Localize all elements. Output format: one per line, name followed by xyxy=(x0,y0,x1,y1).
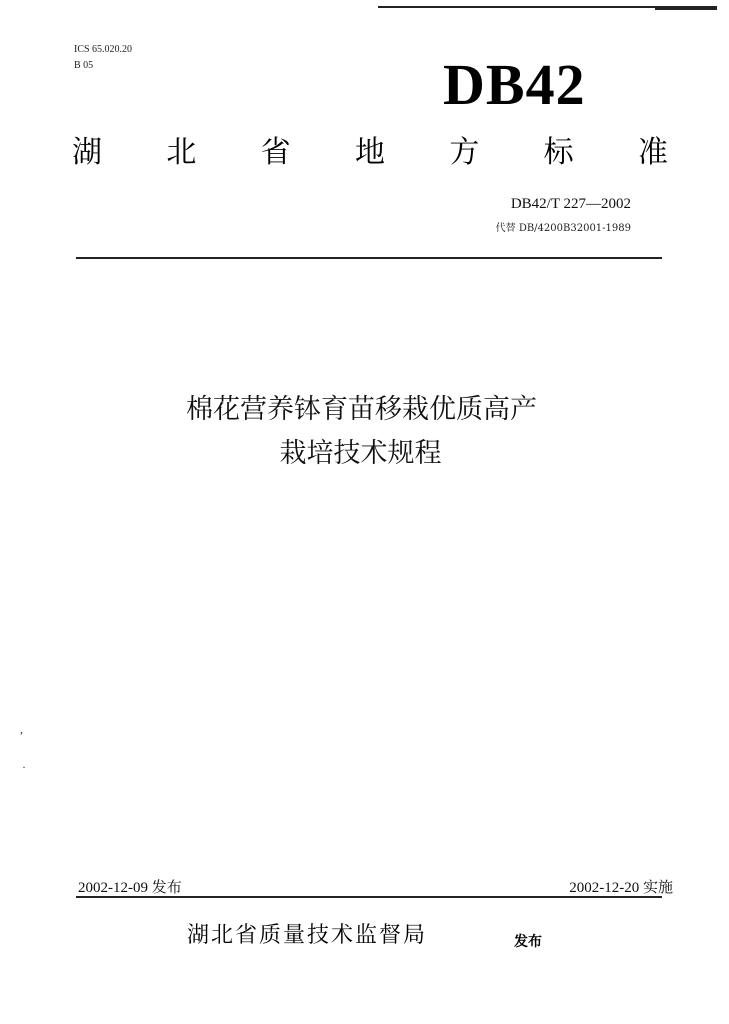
implement-date: 2002-12-20 实施 xyxy=(569,880,673,896)
document-title-line2: 栽培技术规程 xyxy=(279,438,442,469)
title-char: 方 xyxy=(449,135,480,170)
title-char: 标 xyxy=(543,135,574,170)
title-char: 准 xyxy=(637,135,668,170)
standard-type-title xyxy=(72,135,668,170)
publish-date: 2002-12-09 发布 xyxy=(78,880,182,896)
title-char: 北 xyxy=(166,135,197,170)
scan-speck: , xyxy=(20,722,23,736)
document-title-line1: 棉花营养钵育苗移栽优质高产 xyxy=(186,394,537,425)
b-class-code: B 05 xyxy=(74,60,94,71)
footer-divider xyxy=(76,896,662,898)
replaces-standard: 代替 DB/4200B32001-1989 xyxy=(495,223,631,234)
ics-code: ICS 65.020.20 xyxy=(74,44,133,55)
standard-code-logo: DB42 xyxy=(443,52,586,117)
header-divider xyxy=(76,257,662,259)
publisher-name: 湖北省质量技术监督局 xyxy=(187,923,428,948)
scan-speck: · xyxy=(22,760,26,774)
standard-number: DB42/T 227—2002 xyxy=(510,196,631,212)
publisher-suffix: 发布 xyxy=(514,934,542,950)
title-char: 省 xyxy=(260,135,291,170)
title-char: 地 xyxy=(354,135,385,170)
scan-edge-line-thick xyxy=(655,6,717,10)
title-char: 湖 xyxy=(72,135,102,170)
